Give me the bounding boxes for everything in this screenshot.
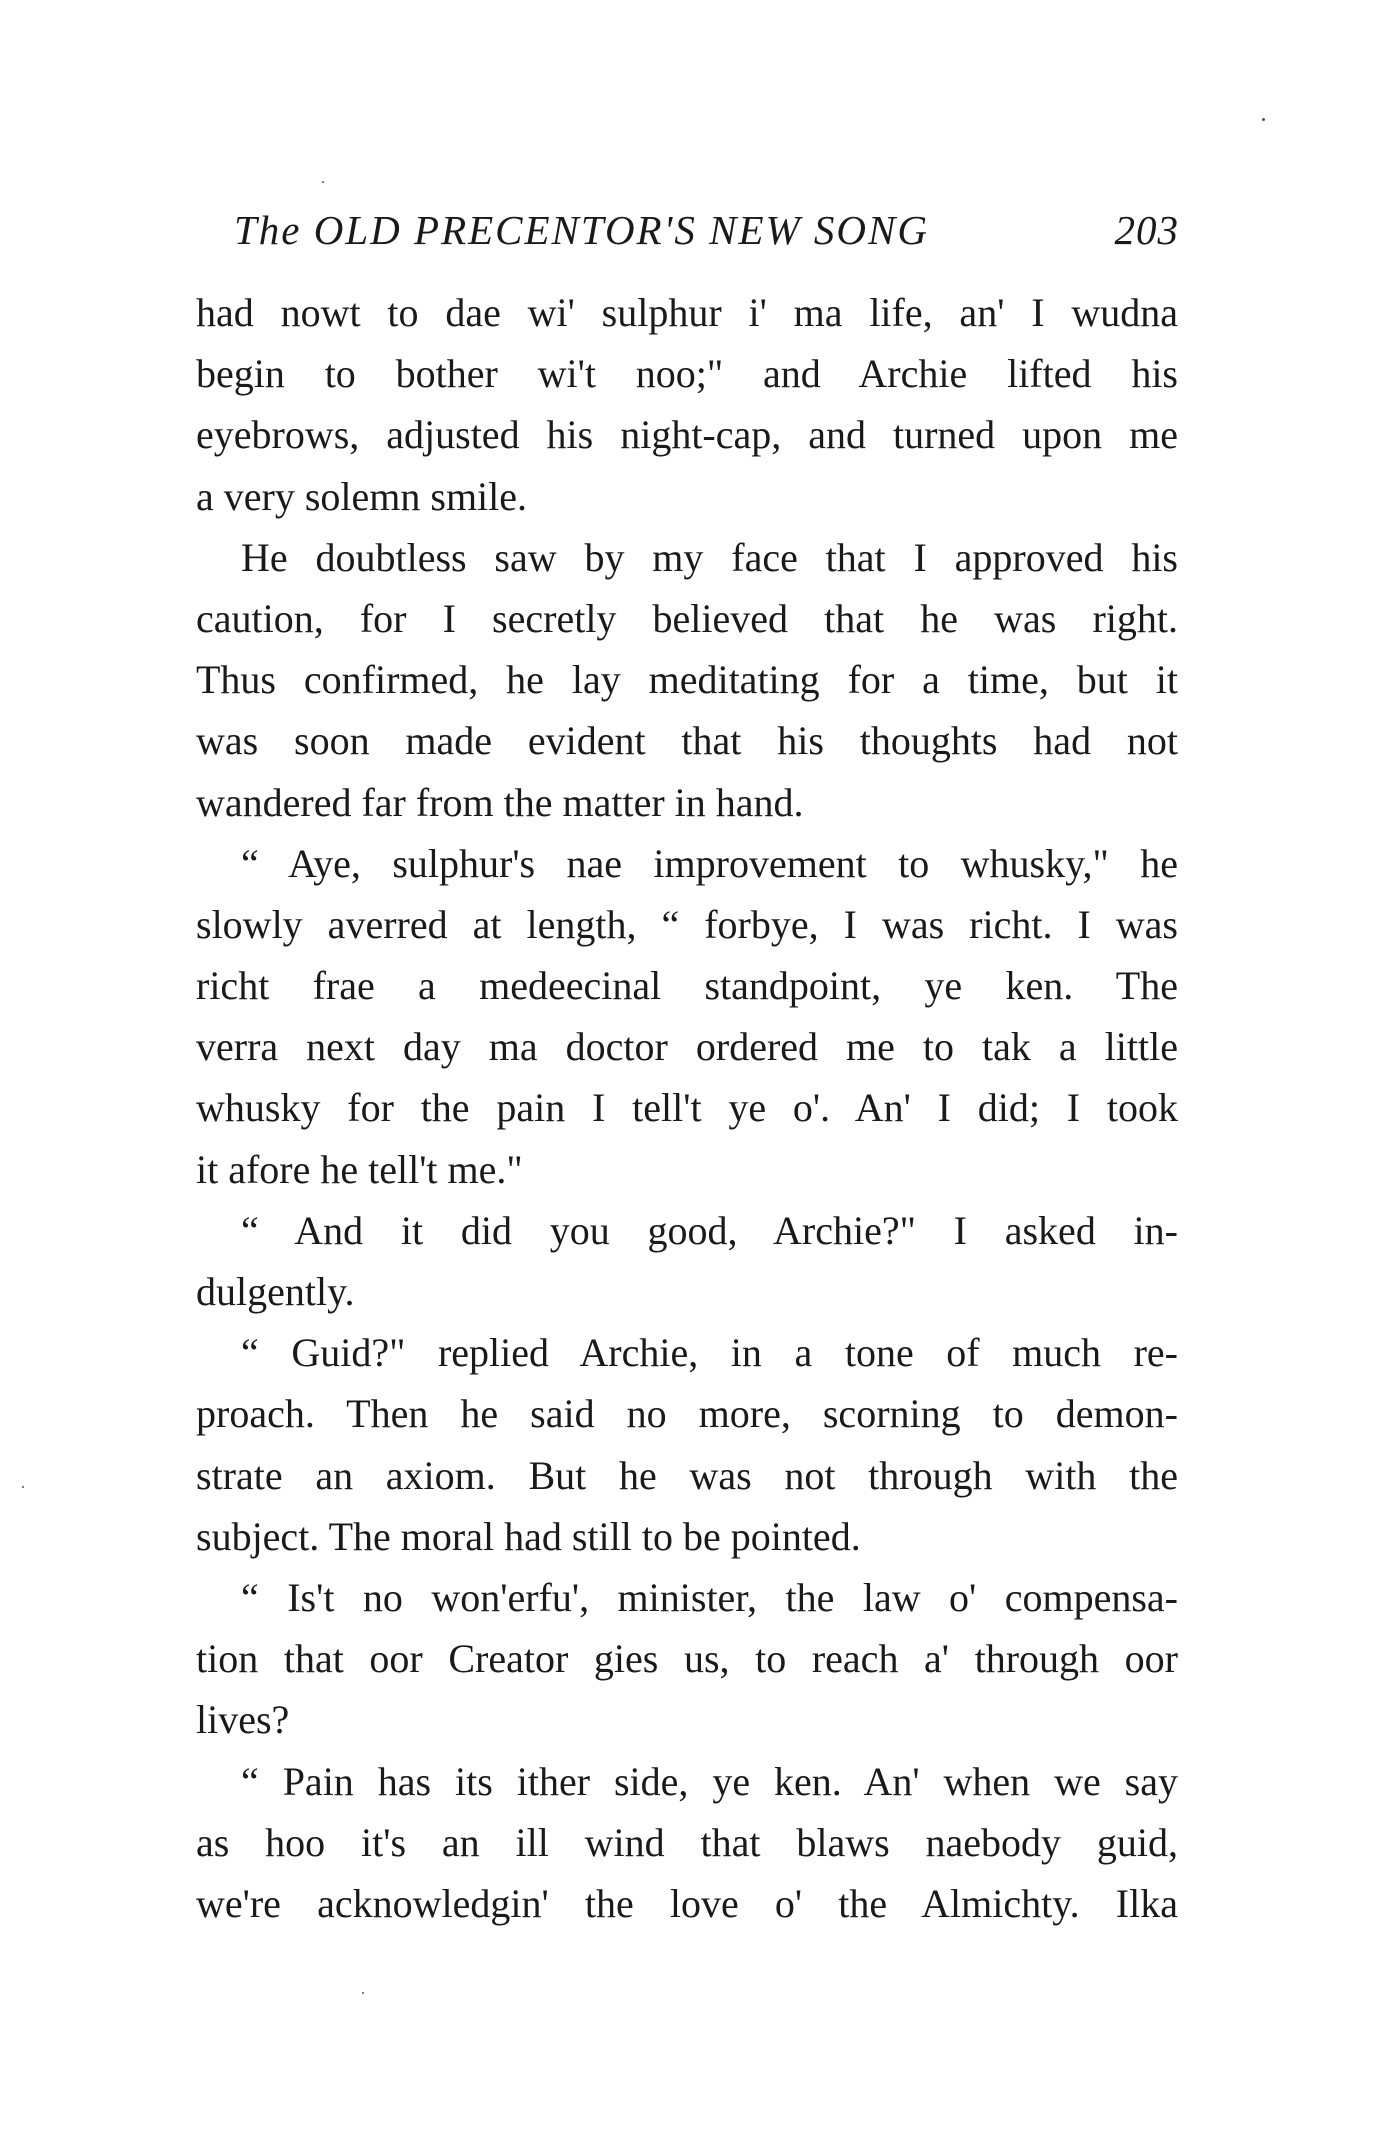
text-line: had nowt to dae wi' sulphur i' ma life, an' I wudna [196, 290, 1178, 335]
paper-speck [1262, 118, 1265, 121]
paper-speck [362, 1992, 364, 1994]
paper-speck [322, 181, 324, 183]
text-line: strate an axiom. But he was not through with the [196, 1452, 1178, 1498]
text-line: Thus confirmed, he lay meditating for a time, but it [196, 657, 1178, 703]
text-line: wandered far from the matter in hand. [196, 779, 804, 825]
text-line: slowly averred at length, “ forbye, I was richt. I was [196, 901, 1178, 947]
text-line: tion that oor Creator gies us, to reach a' through oor [196, 1636, 1178, 1682]
text-line: “ Guid?" replied Archie, in a tone of much re- [241, 1330, 1178, 1376]
text-line: richt frae a medeecinal standpoint, ye ken. The [196, 963, 1178, 1009]
text-line: as hoo it's an ill wind that blaws naebody guid, [196, 1819, 1178, 1865]
text-line: proach. Then he said no more, scorning to demon- [196, 1391, 1178, 1437]
text-line: He doubtless saw by my face that I approved his [241, 534, 1178, 580]
text-line: it afore he tell't me." [196, 1146, 523, 1192]
body-text [196, 282, 1178, 1934]
running-head [234, 200, 1179, 260]
running-title: The OLD PRECENTOR'S NEW SONG [234, 207, 929, 253]
text-line: “ And it did you good, Archie?" I asked in- [241, 1207, 1178, 1253]
text-line: caution, for I secretly believed that he was right. [196, 595, 1178, 641]
text-line: begin to bother wi't noo;" and Archie lifted his [196, 351, 1178, 397]
text-line: “ Pain has its ither side, ye ken. An' when we say [241, 1758, 1178, 1804]
text-line: “ Aye, sulphur's nae improvement to whusky," he [241, 840, 1178, 886]
text-line: we're acknowledgin' the love o' the Almichty. Ilka [196, 1880, 1178, 1926]
text-line: eyebrows, adjusted his night-cap, and turned upon me [196, 412, 1178, 458]
text-line: a very solemn smile. [196, 473, 528, 519]
paper-speck [22, 1486, 24, 1488]
text-line: lives? [196, 1697, 290, 1743]
text-line: dulgently. [196, 1269, 355, 1314]
text-line: whusky for the pain I tell't ye o'. An' I did; I took [196, 1085, 1178, 1131]
page-number: 203 [1114, 207, 1179, 253]
text-line: was soon made evident that his thoughts had not [196, 718, 1178, 764]
text-line: “ Is't no won'erfu', minister, the law o' compensa- [241, 1574, 1178, 1620]
text-line: subject. The moral had still to be pointed. [196, 1513, 861, 1559]
text-line: verra next day ma doctor ordered me to tak a little [196, 1024, 1178, 1070]
